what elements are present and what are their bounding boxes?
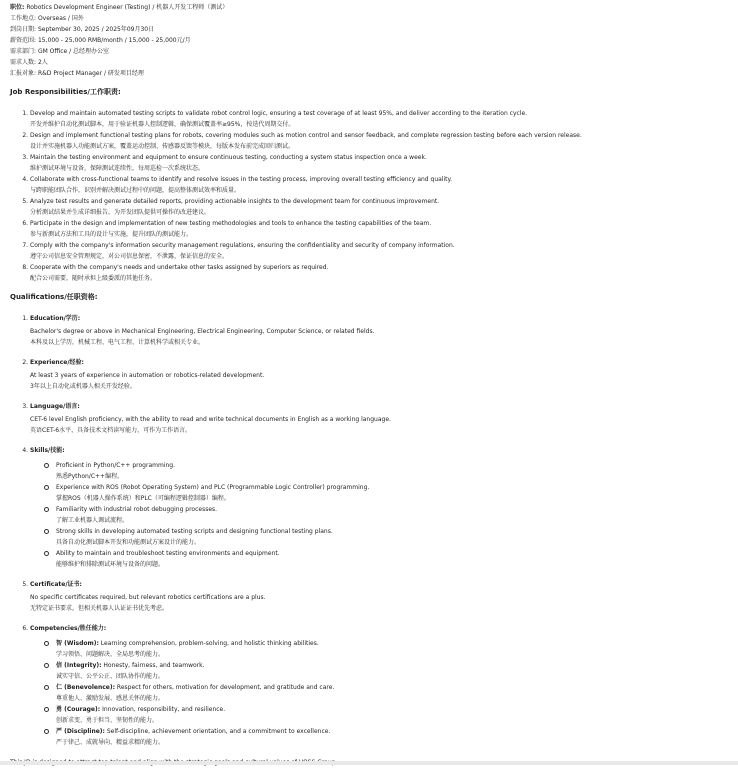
item-en: Develop and maintain automated testing scripts to validate robot control logic, ensuring a test coverage of at least 95%, and deliver according to the iteration cycle.	[30, 110, 528, 117]
meta-reports-to: 汇报对象: R&D Project Manager / 研发项目经理	[10, 70, 144, 77]
job-description	[10, 2, 730, 768]
qualification-experience	[30, 357, 730, 392]
item-en: Strong skills in developing automated testing scripts and designing functional testing plans.	[56, 528, 333, 535]
meta-value: September 30, 2025 / 2025年09月30日	[37, 26, 155, 33]
item-en: Participate in the design and implementation of new testing methodologies and tools to enhance the testing capabilities of the team.	[30, 220, 432, 227]
qualifications-list	[10, 313, 730, 748]
qualification-education	[30, 313, 730, 348]
item-en: Analyze test results and generate detailed reports, providing actionable insights to the development team for continuous improvement.	[30, 198, 440, 205]
item-zh: 参与新测试方法和工具的设计与实施，提升团队的测试能力。	[30, 231, 193, 238]
item-en: Innovation, responsibility, and resilience.	[100, 706, 226, 713]
competency-term: 勇 (Courage):	[56, 706, 101, 713]
meta-value: R&D Project Manager / 研发项目经理	[37, 70, 144, 77]
item-zh: 分析测试结果并生成详细报告，为开发团队提供可操作的改进建议。	[30, 209, 211, 216]
item-en: Maintain the testing environment and equipment to ensure continuous testing, conducting a system status inspection once a week.	[30, 154, 427, 161]
meta-key: 职位	[10, 4, 23, 11]
competency-term: 智 (Wisdom):	[56, 640, 99, 647]
item-en: At least 3 years of experience in automation or robotics-related development.	[30, 372, 265, 379]
item-en: CET-6 level English proficiency, with the ability to read and write technical documents in English as a working language.	[30, 416, 391, 423]
item-en: Respect for others, motivation for development, and gratitude and care.	[115, 684, 335, 691]
list-item	[30, 130, 730, 152]
meta-value: Robotics Development Engineer (Testing) / 机器人开发工程师（测试）	[26, 4, 229, 11]
list-item	[30, 174, 730, 196]
list-item	[56, 682, 730, 704]
qualification-certificate	[30, 579, 730, 614]
skills-list	[30, 460, 730, 570]
item-zh: 尊重他人、激励发展、感恩关怀的能力。	[56, 695, 165, 702]
qualifications-heading: Qualifications/任职资格:	[10, 293, 98, 301]
meta-value: 2人	[37, 59, 48, 66]
item-en: Proficient in Python/C++ programming.	[56, 462, 176, 469]
qualification-title: 6. Competencies/胜任能力:	[30, 625, 107, 632]
item-en: Honesty, fairness, and teamwork.	[101, 662, 205, 669]
item-en: Collaborate with cross-functional teams to identify and resolve issues in the testing process, improving overall testing efficiency and quality.	[30, 176, 453, 183]
horizontal-scrollbar[interactable]	[0, 761, 738, 765]
meta-headcount: 需求人数: 2人	[10, 59, 48, 66]
list-item	[56, 704, 730, 726]
item-zh: 诚实守信、公平公正、团队协作的能力。	[56, 673, 165, 680]
list-item	[56, 482, 730, 504]
qualification-language	[30, 401, 730, 436]
item-zh: 配合公司需要，随时承担上级委派的其他任务。	[30, 275, 157, 282]
meta-value: 15,000 - 25,000 RMB/month / 15,000 - 25,000元/月	[37, 37, 191, 44]
qualification-title: 2. Experience/经验:	[30, 359, 84, 366]
qualification-competencies	[30, 623, 730, 748]
responsibilities-list	[10, 108, 730, 284]
competencies-list	[30, 638, 730, 748]
competency-term: 严 (Discipline):	[56, 728, 105, 735]
list-item	[56, 548, 730, 570]
item-zh: 维护测试环境与设备，保障测试连续性，每周巡检一次系统状态。	[30, 165, 205, 172]
qualification-title: 1. Education/学历:	[30, 315, 81, 322]
meta-key: 薪资范围	[10, 37, 35, 44]
qualification-title: 5. Certificate/证书:	[30, 581, 82, 588]
meta-value: GM Office / 总经理办公室	[37, 48, 110, 55]
list-item	[56, 460, 730, 482]
meta-location: 工作地点: Overseas / 国外	[10, 15, 84, 22]
meta-position: 职位: Robotics Development Engineer (Testing) / 机器人开发工程师（测试）	[10, 4, 229, 11]
competency-term: 信 (Integrity):	[56, 662, 102, 669]
item-zh: 英语CET-6水平，具备技术文档读写能力，可作为工作语言。	[30, 427, 192, 434]
item-zh: 掌握ROS（机器人操作系统）和PLC（可编程逻辑控制器）编程。	[56, 495, 230, 502]
meta-key: 到岗日期	[10, 26, 35, 33]
qualification-title: 4. Skills/技能:	[30, 447, 65, 454]
item-zh: 遵守公司信息安全管理规定，对公司信息保密，不泄露，保证信息的安全。	[30, 253, 229, 260]
meta-block	[10, 2, 730, 79]
qualification-skills	[30, 445, 730, 570]
item-en: Bachelor's degree or above in Mechanical Engineering, Electrical Engineering, Computer Science, or related fields.	[30, 328, 375, 335]
meta-value: Overseas / 国外	[37, 15, 84, 22]
item-zh: 3年以上自动化或机器人相关开发经验。	[30, 383, 136, 390]
item-zh: 学习领悟、问题解决、全局思考的能力。	[56, 651, 165, 658]
list-item	[30, 240, 730, 262]
list-item	[56, 726, 730, 748]
item-en: Experience with ROS (Robot Operating System) and PLC (Programmable Logic Controller) programming.	[56, 484, 370, 491]
item-en: No specific certificates required, but relevant robotics certifications are a plus.	[30, 594, 266, 601]
item-en: Ability to maintain and troubleshoot testing environments and equipment.	[56, 550, 280, 557]
list-item	[30, 196, 730, 218]
list-item	[30, 108, 730, 130]
item-en: Comply with the company's information security management regulations, ensuring the confidentiality and security of company information.	[30, 242, 455, 249]
item-zh: 与跨职能团队合作，识别并解决测试过程中的问题，提高整体测试效率和质量。	[30, 187, 241, 194]
responsibilities-heading: Job Responsibilities/工作职责:	[10, 88, 121, 96]
meta-key: 工作地点	[10, 15, 35, 22]
item-zh: 熟悉Python/C++编程。	[56, 473, 124, 480]
item-en: Learning comprehension, problem-solving, and holistic thinking abilities.	[98, 640, 319, 647]
item-zh: 具备自动化测试脚本开发和功能测试方案设计的能力。	[56, 539, 201, 546]
list-item	[30, 262, 730, 284]
list-item	[30, 152, 730, 174]
meta-start-date: 到岗日期: September 30, 2025 / 2025年09月30日	[10, 26, 155, 33]
list-item	[56, 660, 730, 682]
qualification-title: 3. Language/语言:	[30, 403, 80, 410]
item-zh: 严于律己、成就导向、精益求精的能力。	[56, 739, 165, 746]
item-zh: 开发并维护自动化测试脚本，用于验证机器人控制逻辑，确保测试覆盖率≥95%，按迭代周期交付。	[30, 121, 295, 128]
list-item	[30, 218, 730, 240]
meta-salary: 薪资范围: 15,000 - 25,000 RMB/month / 15,000 - 25,000元/月	[10, 37, 191, 44]
list-item	[56, 504, 730, 526]
item-zh: 本科及以上学历，机械工程、电气工程、计算机科学或相关专业。	[30, 339, 205, 346]
list-item	[56, 638, 730, 660]
list-item	[56, 526, 730, 548]
item-en: Familiarity with industrial robot debugging processes.	[56, 506, 218, 513]
competency-term: 仁 (Benevolence):	[56, 684, 116, 691]
item-zh: 创新求变、勇于担当、坚韧性的能力。	[56, 717, 159, 724]
meta-key: 需求人数	[10, 59, 35, 66]
item-en: Design and implement functional testing plans for robots, covering modules such as motion control and sensor feedback, and complete regression testing before each version release.	[30, 132, 582, 139]
meta-key: 汇报对象	[10, 70, 35, 77]
item-zh: 设计并实施机器人功能测试方案，覆盖运动控制、传感器反馈等模块，每版本发布前完成回归测试。	[30, 143, 295, 150]
item-zh: 无特定证书要求，但相关机器人认证证书优先考虑。	[30, 605, 169, 612]
meta-department: 需求部门: GM Office / 总经理办公室	[10, 48, 110, 55]
item-zh: 了解工业机器人调试流程。	[56, 517, 129, 524]
item-zh: 能够维护和排除测试环境与设备的问题。	[56, 561, 165, 568]
item-en: Self-discipline, achievement orientation, and a commitment to excellence.	[104, 728, 331, 735]
item-en: Cooperate with the company's needs and undertake other tasks assigned by superiors as required.	[30, 264, 329, 271]
meta-key: 需求部门	[10, 48, 35, 55]
